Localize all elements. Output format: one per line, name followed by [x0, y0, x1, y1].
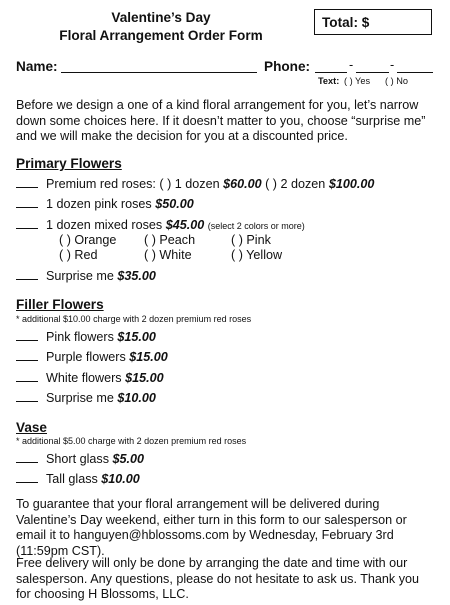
- checkbox-line[interactable]: [16, 453, 38, 463]
- primary-flowers-heading: Primary Flowers: [16, 156, 122, 171]
- checkbox-line[interactable]: [16, 331, 38, 341]
- checkbox-line[interactable]: [16, 392, 38, 402]
- intro-paragraph: Before we design a one of a kind floral arrangement for you, let’s narrow down some choices here. If it doesn’t matter to you, choose “surprise me” and we will make the decision for you at a discounted price.: [16, 98, 426, 144]
- checkbox-line[interactable]: [16, 178, 38, 188]
- filler-flowers-heading: Filler Flowers: [16, 297, 104, 312]
- option-mixed-roses[interactable]: 1 dozen mixed roses $45.00 (select 2 colors or more): [16, 218, 305, 232]
- text-yes-option[interactable]: ( ) Yes: [344, 76, 371, 86]
- text-label: Text:: [318, 76, 340, 86]
- checkbox-line[interactable]: [16, 473, 38, 483]
- option-pink-roses[interactable]: 1 dozen pink roses $50.00: [16, 197, 194, 211]
- option-vase-tall[interactable]: Tall glass $10.00: [16, 472, 140, 486]
- phone-area-field[interactable]: [315, 72, 347, 73]
- delivery-paragraph: To guarantee that your floral arrangement will be delivered during Valentine’s Day weekend, either turn in this form to our salesperson or email it to hanguyen@hblossoms.com by Wednesday, February 3rd (11:59pm CST).: [16, 497, 407, 558]
- checkbox-line[interactable]: [16, 270, 38, 280]
- option-filler-purple[interactable]: Purple flowers $15.00: [16, 350, 168, 364]
- color-option-yellow[interactable]: ( ) Yellow: [231, 248, 283, 262]
- text-no-option[interactable]: ( ) No: [385, 76, 408, 86]
- phone-label: Phone:: [264, 59, 311, 74]
- option-primary-surprise[interactable]: Surprise me $35.00: [16, 269, 156, 283]
- checkbox-line[interactable]: [16, 351, 38, 361]
- color-option-red[interactable]: ( ) Red: [59, 248, 98, 262]
- contact-paragraph: Free delivery will only be done by arranging the date and time with our salesperson. Any questions, please do not hesitate to ask us. Thank you for choosing H Blossoms, LLC.: [16, 556, 420, 602]
- form-subtitle: Floral Arrangement Order Form: [59, 28, 263, 43]
- vase-heading: Vase: [16, 420, 47, 435]
- checkbox-line[interactable]: [16, 372, 38, 382]
- total-box[interactable]: [314, 9, 432, 35]
- phone-prefix-field[interactable]: [356, 72, 389, 73]
- filler-note: * additional $10.00 charge with 2 dozen premium red roses: [16, 314, 252, 324]
- option-filler-pink[interactable]: Pink flowers $15.00: [16, 330, 156, 344]
- color-option-pink[interactable]: ( ) Pink: [231, 233, 271, 247]
- color-option-white[interactable]: ( ) White: [144, 248, 192, 262]
- color-option-orange[interactable]: ( ) Orange: [59, 233, 117, 247]
- vase-note: * additional $5.00 charge with 2 dozen premium red roses: [16, 436, 247, 446]
- phone-separator: -: [349, 58, 354, 72]
- name-label: Name:: [16, 59, 58, 74]
- phone-line-field[interactable]: [397, 72, 433, 73]
- total-label: Total: $: [322, 15, 370, 30]
- form-title: Valentine’s Day: [111, 10, 211, 25]
- name-field[interactable]: [61, 72, 257, 73]
- checkbox-line[interactable]: [16, 198, 38, 208]
- phone-separator: -: [390, 58, 395, 72]
- color-option-peach[interactable]: ( ) Peach: [144, 233, 196, 247]
- option-premium-red-roses[interactable]: Premium red roses: ( ) 1 dozen $60.00 ( ) 2 dozen $100.00: [16, 177, 374, 191]
- option-filler-white[interactable]: White flowers $15.00: [16, 371, 164, 385]
- checkbox-line[interactable]: [16, 219, 38, 229]
- option-filler-surprise[interactable]: Surprise me $10.00: [16, 391, 156, 405]
- option-vase-short[interactable]: Short glass $5.00: [16, 452, 144, 466]
